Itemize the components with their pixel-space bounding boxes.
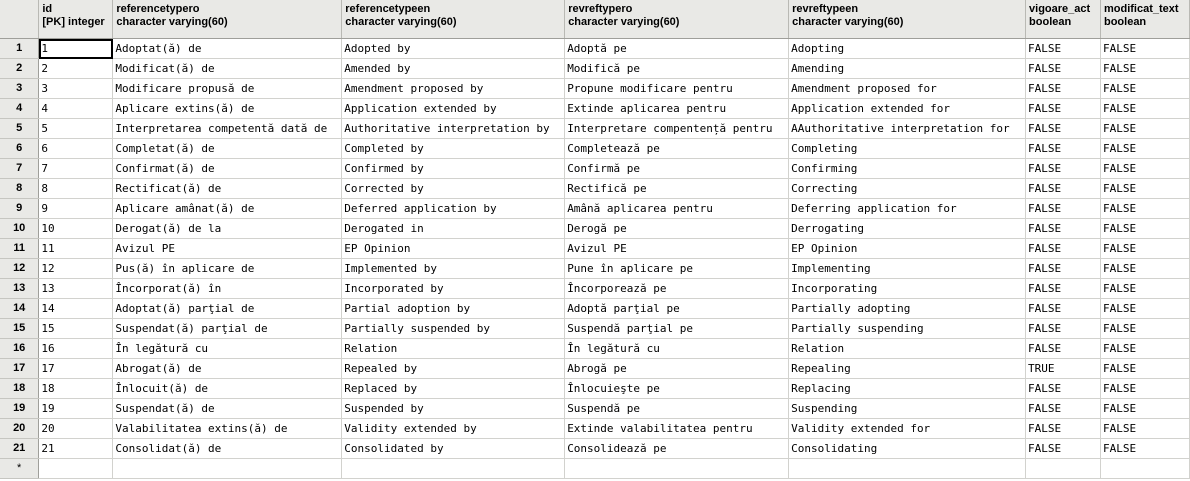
table-cell[interactable]: Partially suspending	[789, 319, 1026, 339]
row-number[interactable]: 6	[0, 139, 39, 159]
row-number[interactable]: 1	[0, 39, 39, 59]
table-cell[interactable]: FALSE	[1100, 319, 1189, 339]
table-cell[interactable]: Corrected by	[342, 179, 565, 199]
table-cell[interactable]: FALSE	[1100, 379, 1189, 399]
table-cell[interactable]: Adoptă pe	[565, 39, 789, 59]
table-row	[0, 359, 1190, 379]
table-cell[interactable]: FALSE	[1026, 199, 1101, 219]
new-row-cell[interactable]	[39, 459, 113, 479]
row-number[interactable]: 21	[0, 439, 39, 459]
table-cell[interactable]: Replaced by	[342, 379, 565, 399]
table-cell[interactable]: Derogat(ă) de la	[113, 219, 342, 239]
table-cell[interactable]: 18	[39, 379, 113, 399]
table-cell[interactable]: Incorporated by	[342, 279, 565, 299]
table-cell[interactable]: FALSE	[1026, 399, 1101, 419]
column-header-referencetypero[interactable]: referencetypero character varying(60)	[113, 0, 342, 39]
table-cell[interactable]: Suspendat(ă) parţial de	[113, 319, 342, 339]
table-row	[0, 399, 1190, 419]
table-cell[interactable]: Extinde valabilitatea pentru	[565, 419, 789, 439]
new-row-marker[interactable]: *	[0, 459, 39, 479]
table-cell[interactable]: 16	[39, 339, 113, 359]
column-header-vigoare-act[interactable]: vigoare_act boolean	[1026, 0, 1101, 39]
table-cell[interactable]: Validity extended for	[789, 419, 1026, 439]
table-cell[interactable]: Suspendă pe	[565, 399, 789, 419]
row-number[interactable]: 15	[0, 319, 39, 339]
table-row	[0, 99, 1190, 119]
table-cell[interactable]: AAuthoritative interpretation for	[789, 119, 1026, 139]
table-cell[interactable]: Amendment proposed for	[789, 79, 1026, 99]
table-cell[interactable]: Derrogating	[789, 219, 1026, 239]
new-row-cell[interactable]	[565, 459, 789, 479]
table-cell[interactable]: FALSE	[1026, 439, 1101, 459]
grid-body	[0, 39, 1190, 479]
table-cell[interactable]: 19	[39, 399, 113, 419]
table-cell[interactable]: FALSE	[1026, 319, 1101, 339]
table-cell[interactable]: În legătură cu	[113, 339, 342, 359]
table-cell[interactable]: Adoptă parţial pe	[565, 299, 789, 319]
row-number[interactable]: 12	[0, 259, 39, 279]
table-cell[interactable]: FALSE	[1100, 239, 1189, 259]
table-cell[interactable]: Deferred application by	[342, 199, 565, 219]
row-number[interactable]: 7	[0, 159, 39, 179]
table-cell[interactable]: FALSE	[1100, 99, 1189, 119]
table-cell[interactable]: FALSE	[1026, 419, 1101, 439]
row-number[interactable]: 14	[0, 299, 39, 319]
table-cell[interactable]: 9	[39, 199, 113, 219]
table-cell[interactable]: 8	[39, 179, 113, 199]
table-row	[0, 439, 1190, 459]
table-cell[interactable]: Deferring application for	[789, 199, 1026, 219]
table-cell[interactable]: Partially suspended by	[342, 319, 565, 339]
new-row-cell[interactable]	[789, 459, 1026, 479]
table-cell[interactable]: FALSE	[1026, 159, 1101, 179]
table-row	[0, 219, 1190, 239]
table-cell[interactable]: FALSE	[1026, 39, 1101, 59]
table-cell[interactable]: Consolidated by	[342, 439, 565, 459]
table-cell[interactable]: Completat(ă) de	[113, 139, 342, 159]
table-row	[0, 159, 1190, 179]
table-cell[interactable]: Valabilitatea extins(ă) de	[113, 419, 342, 439]
row-number[interactable]: 3	[0, 79, 39, 99]
table-cell[interactable]: Application extended by	[342, 99, 565, 119]
new-row-cell[interactable]	[1100, 459, 1189, 479]
table-cell[interactable]: FALSE	[1026, 279, 1101, 299]
row-number[interactable]: 8	[0, 179, 39, 199]
row-number[interactable]: 11	[0, 239, 39, 259]
table-cell[interactable]: Suspendă parţial pe	[565, 319, 789, 339]
row-number[interactable]: 16	[0, 339, 39, 359]
new-row-cell[interactable]	[1026, 459, 1101, 479]
table-cell[interactable]: 14	[39, 299, 113, 319]
table-cell[interactable]: Amendment proposed by	[342, 79, 565, 99]
table-cell[interactable]: FALSE	[1026, 99, 1101, 119]
table-row	[0, 339, 1190, 359]
table-row	[0, 279, 1190, 299]
table-cell[interactable]: Aplicare amânat(ă) de	[113, 199, 342, 219]
table-cell[interactable]: Repealing	[789, 359, 1026, 379]
table-cell[interactable]: Avizul PE	[113, 239, 342, 259]
table-row	[0, 319, 1190, 339]
table-cell[interactable]: În legătură cu	[565, 339, 789, 359]
table-cell[interactable]: Relation	[342, 339, 565, 359]
table-cell[interactable]: EP Opinion	[342, 239, 565, 259]
table-row	[0, 299, 1190, 319]
table-cell[interactable]: FALSE	[1026, 139, 1101, 159]
table-cell[interactable]: Incorporating	[789, 279, 1026, 299]
table-cell[interactable]: Authoritative interpretation by	[342, 119, 565, 139]
column-header-modificat-text[interactable]: modificat_text boolean	[1100, 0, 1189, 39]
table-cell[interactable]: Modificare propusă de	[113, 79, 342, 99]
table-cell[interactable]: Completed by	[342, 139, 565, 159]
table-cell[interactable]: FALSE	[1026, 239, 1101, 259]
column-header-revreftypeen[interactable]: revreftypeen character varying(60)	[789, 0, 1026, 39]
table-cell[interactable]: Completează pe	[565, 139, 789, 159]
table-cell[interactable]: Relation	[789, 339, 1026, 359]
table-row	[0, 199, 1190, 219]
table-row	[0, 79, 1190, 99]
table-cell[interactable]: Avizul PE	[565, 239, 789, 259]
table-cell[interactable]: Pune în aplicare pe	[565, 259, 789, 279]
table-cell[interactable]: Partial adoption by	[342, 299, 565, 319]
column-header-id[interactable]: id [PK] integer	[39, 0, 113, 39]
table-cell[interactable]: 21	[39, 439, 113, 459]
row-number[interactable]: 4	[0, 99, 39, 119]
column-header-revreftypero[interactable]: revreftypero character varying(60)	[565, 0, 789, 39]
table-cell[interactable]: Confirmed by	[342, 159, 565, 179]
table-cell[interactable]: Adoptat(ă) de	[113, 39, 342, 59]
table-cell[interactable]: FALSE	[1100, 339, 1189, 359]
table-cell[interactable]: Rectificat(ă) de	[113, 179, 342, 199]
column-header-referencetypeen[interactable]: referencetypeen character varying(60)	[342, 0, 565, 39]
table-cell[interactable]: Confirmat(ă) de	[113, 159, 342, 179]
table-cell[interactable]: 5	[39, 119, 113, 139]
table-cell[interactable]: Implementing	[789, 259, 1026, 279]
table-cell[interactable]: FALSE	[1026, 379, 1101, 399]
table-cell[interactable]: FALSE	[1026, 79, 1101, 99]
table-cell[interactable]: 12	[39, 259, 113, 279]
table-cell[interactable]: Amână aplicarea pentru	[565, 199, 789, 219]
table-cell[interactable]: FALSE	[1100, 399, 1189, 419]
table-cell[interactable]: FALSE	[1100, 179, 1189, 199]
table-cell[interactable]: FALSE	[1100, 199, 1189, 219]
row-number[interactable]: 18	[0, 379, 39, 399]
table-cell[interactable]: 7	[39, 159, 113, 179]
table-row	[0, 139, 1190, 159]
table-cell[interactable]: 17	[39, 359, 113, 379]
table-cell[interactable]: Adoptat(ă) parţial de	[113, 299, 342, 319]
table-cell[interactable]: Validity extended by	[342, 419, 565, 439]
table-row	[0, 119, 1190, 139]
table-cell[interactable]: Consolidat(ă) de	[113, 439, 342, 459]
new-row[interactable]	[0, 459, 1190, 479]
table-cell[interactable]: FALSE	[1100, 139, 1189, 159]
table-cell[interactable]: 1	[39, 39, 113, 59]
table-cell[interactable]: Derogă pe	[565, 219, 789, 239]
table-cell[interactable]: Modifică pe	[565, 59, 789, 79]
row-number[interactable]: 20	[0, 419, 39, 439]
new-row-cell[interactable]	[113, 459, 342, 479]
table-cell[interactable]: FALSE	[1100, 79, 1189, 99]
table-cell[interactable]: FALSE	[1100, 219, 1189, 239]
table-cell[interactable]: FALSE	[1026, 299, 1101, 319]
table-cell[interactable]: Propune modificare pentru	[565, 79, 789, 99]
table-cell[interactable]: Consolidating	[789, 439, 1026, 459]
table-cell[interactable]: 3	[39, 79, 113, 99]
table-cell[interactable]: Înlocuit(ă) de	[113, 379, 342, 399]
table-cell[interactable]: Completing	[789, 139, 1026, 159]
row-number[interactable]: 2	[0, 59, 39, 79]
table-cell[interactable]: Amended by	[342, 59, 565, 79]
table-cell[interactable]: FALSE	[1100, 259, 1189, 279]
row-number[interactable]: 5	[0, 119, 39, 139]
table-cell[interactable]: Înlocuieşte pe	[565, 379, 789, 399]
row-number[interactable]: 10	[0, 219, 39, 239]
new-row-cell[interactable]	[342, 459, 565, 479]
table-cell[interactable]: Aplicare extins(ă) de	[113, 99, 342, 119]
table-row	[0, 379, 1190, 399]
table-cell[interactable]: FALSE	[1100, 59, 1189, 79]
table-cell[interactable]: FALSE	[1100, 159, 1189, 179]
table-cell[interactable]: Adopting	[789, 39, 1026, 59]
table-row	[0, 59, 1190, 79]
table-cell[interactable]: Adopted by	[342, 39, 565, 59]
header-row	[0, 0, 1190, 39]
row-number[interactable]: 9	[0, 199, 39, 219]
table-cell[interactable]: 20	[39, 419, 113, 439]
table-cell[interactable]: Suspendat(ă) de	[113, 399, 342, 419]
row-number[interactable]: 17	[0, 359, 39, 379]
table-cell[interactable]: Correcting	[789, 179, 1026, 199]
table-cell[interactable]: Interpretare compentență pentru	[565, 119, 789, 139]
table-cell[interactable]: FALSE	[1100, 39, 1189, 59]
table-cell[interactable]: FALSE	[1100, 359, 1189, 379]
table-cell[interactable]: 2	[39, 59, 113, 79]
table-cell[interactable]: 4	[39, 99, 113, 119]
table-cell[interactable]: 13	[39, 279, 113, 299]
row-number[interactable]: 13	[0, 279, 39, 299]
table-cell[interactable]: Interpretarea competentă dată de	[113, 119, 342, 139]
row-number[interactable]: 19	[0, 399, 39, 419]
table-cell[interactable]: Suspended by	[342, 399, 565, 419]
table-row	[0, 179, 1190, 199]
table-cell[interactable]: Confirmă pe	[565, 159, 789, 179]
table-cell[interactable]: Derogated in	[342, 219, 565, 239]
table-cell[interactable]: FALSE	[1100, 419, 1189, 439]
table-cell[interactable]: FALSE	[1026, 119, 1101, 139]
table-cell[interactable]: Consolidează pe	[565, 439, 789, 459]
table-cell[interactable]: Pus(ă) în aplicare de	[113, 259, 342, 279]
table-cell[interactable]: TRUE	[1026, 359, 1101, 379]
table-row	[0, 419, 1190, 439]
table-cell[interactable]: Abrogat(ă) de	[113, 359, 342, 379]
table-cell[interactable]: Abrogă pe	[565, 359, 789, 379]
table-cell[interactable]: Replacing	[789, 379, 1026, 399]
table-cell[interactable]: Repealed by	[342, 359, 565, 379]
table-cell[interactable]: Application extended for	[789, 99, 1026, 119]
table-cell[interactable]: 10	[39, 219, 113, 239]
table-row	[0, 259, 1190, 279]
table-cell[interactable]: Partially adopting	[789, 299, 1026, 319]
table-cell[interactable]: Modificat(ă) de	[113, 59, 342, 79]
table-cell[interactable]: Extinde aplicarea pentru	[565, 99, 789, 119]
table-cell[interactable]: FALSE	[1100, 119, 1189, 139]
table-cell[interactable]: FALSE	[1026, 259, 1101, 279]
table-cell[interactable]: Confirming	[789, 159, 1026, 179]
table-cell[interactable]: FALSE	[1100, 439, 1189, 459]
table-cell[interactable]: EP Opinion	[789, 239, 1026, 259]
table-row	[0, 239, 1190, 259]
table-cell[interactable]: FALSE	[1100, 279, 1189, 299]
table-cell[interactable]: FALSE	[1026, 179, 1101, 199]
table-cell[interactable]: 6	[39, 139, 113, 159]
row-header-corner[interactable]	[0, 0, 39, 39]
table-cell[interactable]: 11	[39, 239, 113, 259]
table-cell[interactable]: FALSE	[1026, 219, 1101, 239]
table-row	[0, 39, 1190, 59]
table-cell[interactable]: Implemented by	[342, 259, 565, 279]
table-cell[interactable]: Încorporat(ă) în	[113, 279, 342, 299]
table-cell[interactable]: Suspending	[789, 399, 1026, 419]
table-cell[interactable]: Amending	[789, 59, 1026, 79]
table-cell[interactable]: FALSE	[1026, 339, 1101, 359]
table-cell[interactable]: FALSE	[1100, 299, 1189, 319]
table-cell[interactable]: Încorporează pe	[565, 279, 789, 299]
table-cell[interactable]: Rectifică pe	[565, 179, 789, 199]
table-cell[interactable]: 15	[39, 319, 113, 339]
table-cell[interactable]: FALSE	[1026, 59, 1101, 79]
